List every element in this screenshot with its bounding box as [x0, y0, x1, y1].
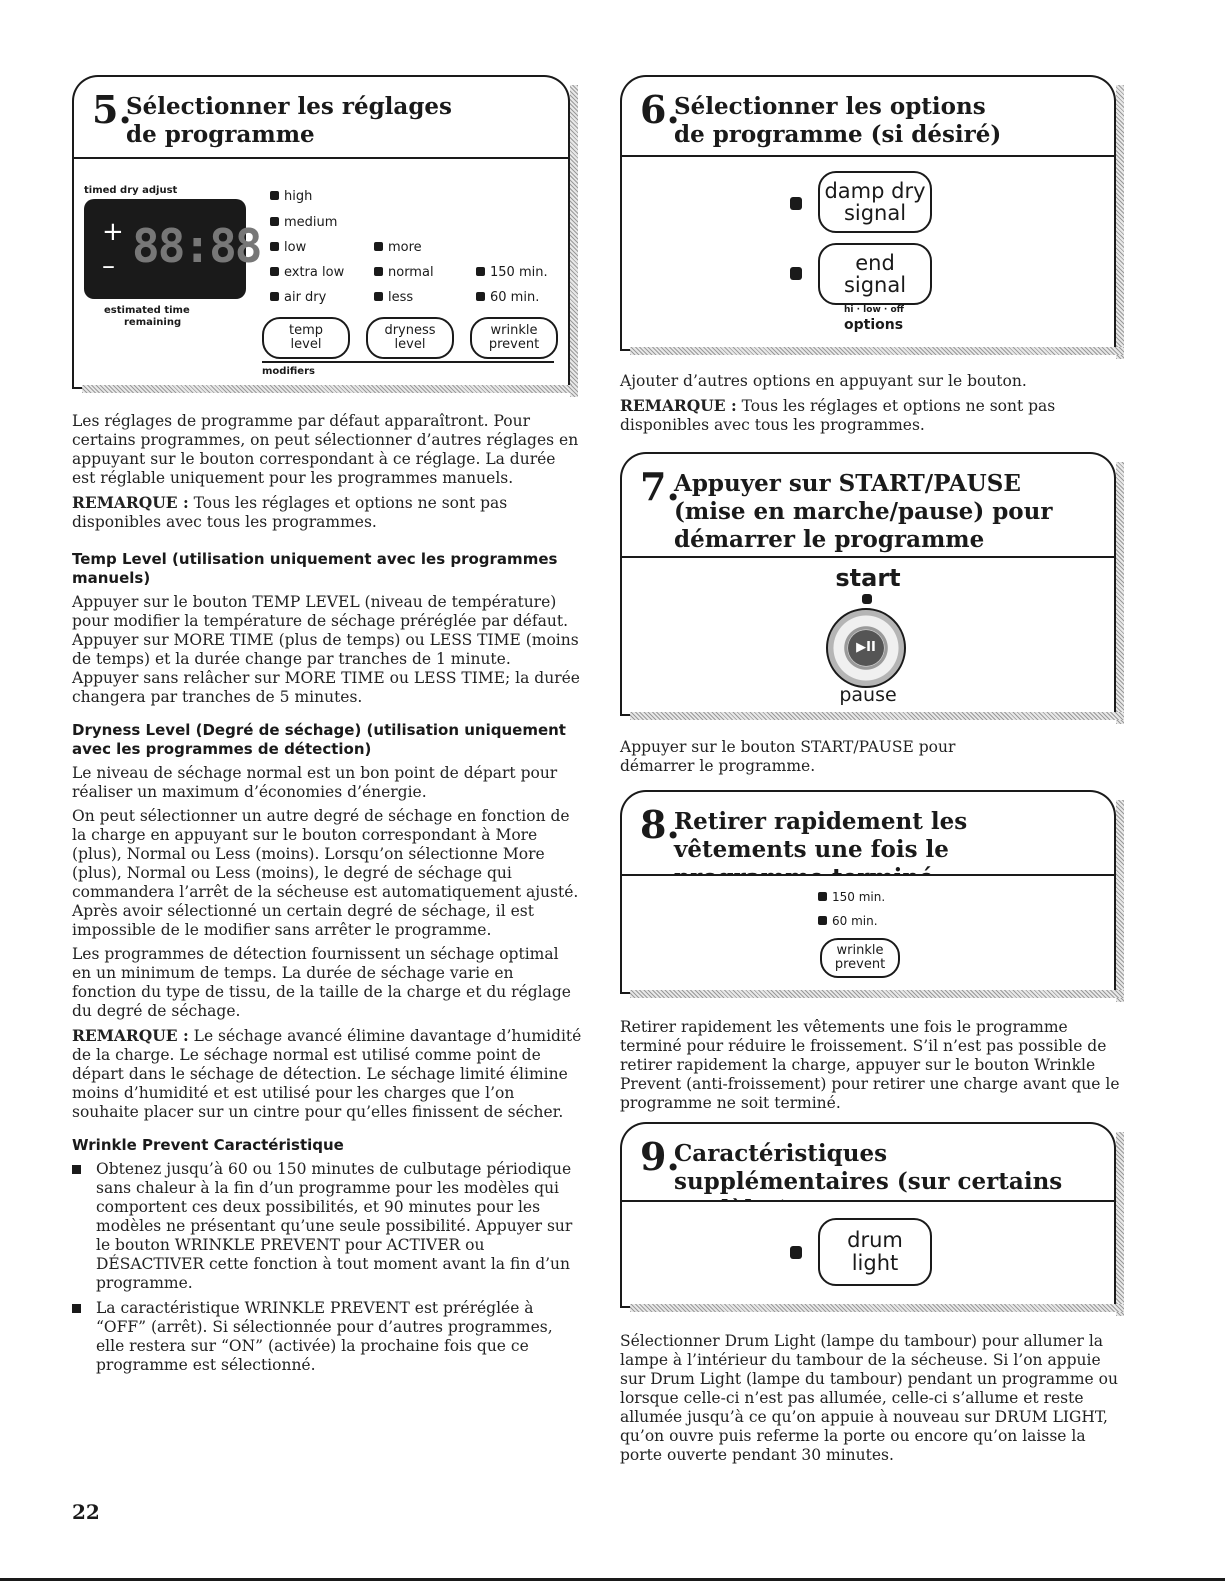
paragraph: Ajouter d’autres options en appuyant sur le bouton. [620, 372, 1027, 390]
dryness-option: less [374, 290, 413, 305]
temp-level-heading: Temp Level (utilisation uniquement avec les programmes manuels) [72, 550, 558, 587]
step-number: 9. [640, 1134, 680, 1179]
wrinkle-prevent-heading: Wrinkle Prevent Caractéristique [72, 1136, 344, 1154]
modifiers-rule [262, 361, 554, 363]
page-number: 22 [72, 1500, 100, 1524]
step-9-header [620, 1122, 1116, 1202]
dryness-level-heading: Dryness Level (Degré de séchage) (utilisation uniquement avec les programmes de détection) [72, 721, 566, 758]
plus-button[interactable]: + [102, 217, 124, 247]
bullet-list [72, 1160, 582, 1375]
time-digits: 88:88 [132, 219, 261, 273]
step-5-box [72, 75, 570, 393]
step-number: 8. [640, 802, 680, 847]
box-shadow [1116, 85, 1124, 359]
wrinkle-option: 60 min. [818, 914, 878, 928]
paragraph: Le niveau de séchage normal est un bon point de départ pour réaliser un maximum d’économies d’énergie. [72, 764, 558, 801]
paragraph: Les programmes de détection fournissent un séchage optimal en un minimum de temps. La durée de séchage varie en fonction du type de tissu, de la taille de la charge et du réglage du degré de séchage. [72, 945, 571, 1020]
modifiers-label: modifiers [262, 366, 315, 377]
start-pause-button[interactable] [826, 608, 906, 688]
temp-level-button[interactable]: temp level [262, 317, 350, 359]
step-8-box [620, 790, 1116, 998]
indicator-light [862, 594, 872, 604]
box-shadow [1116, 800, 1124, 1002]
dryness-option: more [374, 240, 422, 255]
note: REMARQUE : Tous les réglages et options ne sont pas disponibles avec tous les programmes. [620, 396, 1056, 434]
step-title: Caractéristiques supplémentaires (sur certains [674, 1140, 1063, 1195]
drum-light-button[interactable]: drum light [818, 1218, 932, 1286]
paragraph: On peut sélectionner un autre degré de séchage en fonction de la charge en appuyant sur le bouton correspondant à More (plus), Normal ou Less (moins). Lorsqu’on sélectionne More (plus), Normal ou Less (moins), le degré de séchage qui commandera l’arrêt de la sécheuse est automatiquement ajusté. Après avoir sélectionné un certain degré de séchage, il est impossible de le modifier sans arrêter le programme. [72, 807, 579, 939]
paragraph: Sélectionner Drum Light (lampe du tambour) pour allumer la lampe à l’intérieur du tambour de la sécheuse. Si l’on appuie sur Drum Light (lampe du tambour) pendant un programme ou lorsque celle-ci n’est pas allumée, celle-ci s’allume et reste allumée jusqu’à ce qu’on appuie à nouveau sur DRUM LIGHT, qu’on ouvre puis referme la porte ou encore qu’on laisse la porte ouverte pendant 30 minutes. [620, 1332, 1118, 1464]
start-pause-panel [620, 556, 1116, 716]
time-display [84, 199, 261, 299]
box-shadow [1116, 462, 1124, 724]
control-panel-illustration [72, 157, 570, 389]
minus-button[interactable]: – [102, 251, 115, 281]
options-panel [620, 155, 1116, 351]
display-bottom-label-1: estimated time [104, 305, 190, 316]
play-pause-icon: ▶II [848, 630, 884, 666]
paragraph: Appuyer sur le bouton TEMP LEVEL (niveau de température) pour modifier la température de séchage préréglée par défaut. Appuyer sur MORE TIME (plus de temps) ou LESS TIME (moins de temps) et la durée change par tranches de 1 minute. Appuyer sans relâcher sur MORE TIME ou LESS TIME; la durée changera par tranches de 5 minutes. [72, 593, 580, 706]
wrinkle-prevent-button[interactable]: wrinkle prevent [820, 938, 900, 978]
wrinkle-option: 150 min. [476, 265, 548, 280]
end-signal-button[interactable]: end signal [818, 243, 932, 305]
list-item: La caractéristique WRINKLE PREVENT est préréglée à “OFF” (arrêt). Si sélectionnée pour d’autres programmes, elle restera sur “ON” (activée) la prochaine fois que ce programme est sélectionné. [72, 1299, 582, 1375]
temp-option: medium [270, 215, 337, 230]
step-title: Sélectionner les réglages de programme [126, 93, 452, 148]
drum-light-panel [620, 1200, 1116, 1308]
options-label: options [844, 317, 904, 333]
hi-low-off-label: hi · low · off [844, 305, 904, 315]
step-6-header [620, 75, 1116, 157]
step-7-box [620, 452, 1116, 720]
paragraph: Appuyer sur le bouton START/PAUSE pour démarrer le programme. [620, 738, 956, 775]
step-title: Sélectionner les options de programme (si désiré) [674, 93, 1002, 148]
box-shadow [630, 347, 1124, 355]
wrinkle-option: 60 min. [476, 290, 539, 305]
box-shadow [630, 1304, 1124, 1312]
box-shadow [570, 85, 578, 397]
step-9-box [620, 1122, 1116, 1312]
step-5-text [72, 412, 582, 1381]
note: REMARQUE : Le séchage avancé élimine davantage d’humidité de la charge. Le séchage normal est utilisé comme point de départ dans le séchage de détection. Le séchage limité élimine moins d’humidité et est utilisé pour les charges que l’on souhaite placer sur un cintre pour qu’elles finissent de sécher. [72, 1026, 582, 1121]
box-shadow [1116, 1132, 1124, 1316]
dryness-level-button[interactable]: dryness level [366, 317, 454, 359]
pause-label: pause [839, 684, 897, 706]
bottom-rule [0, 1578, 1225, 1581]
step-7-header [620, 452, 1116, 558]
step-title: Appuyer sur START/PAUSE (mise en marche/pause) pour démarrer le programme [674, 470, 1053, 553]
list-item: Obtenez jusqu’à 60 ou 150 minutes de culbutage périodique sans chaleur à la fin d’un programme pour les modèles qui comportent ces deux possibilités, et 90 minutes pour les modèles ne présentant qu’une seule possibilité. Appuyer sur le bouton WRINKLE PREVENT pour ACTIVER ou DÉSACTIVER cette fonction à tout moment avant la fin d’un programme. [72, 1160, 582, 1293]
step-8-text [620, 1018, 1128, 1118]
step-6-box [620, 75, 1116, 355]
temp-option: high [270, 189, 312, 204]
indicator-light [790, 1246, 802, 1259]
temp-option: low [270, 240, 306, 255]
box-shadow [82, 385, 578, 393]
step-8-header [620, 790, 1116, 876]
step-5-header [72, 75, 570, 159]
step-7-text [620, 738, 1128, 781]
indicator-light [790, 197, 802, 210]
paragraph: Retirer rapidement les vêtements une fois le programme terminé pour réduire le froissement. S’il n’est pas possible de retirer rapidement la charge, appuyer sur le bouton Wrinkle Prevent (anti-froissement) pour retirer une charge avant que le programme ne soit terminé. [620, 1018, 1120, 1112]
display-bottom-label-2: remaining [124, 317, 182, 328]
display-top-label: timed dry adjust [84, 185, 178, 196]
paragraph: Les réglages de programme par défaut apparaîtront. Pour certains programmes, on peut sélectionner d’autres réglages en appuyant sur le bouton correspondant à ce réglage. La durée est réglable uniquement pour les programmes manuels. [72, 412, 579, 487]
temp-option: air dry [270, 290, 326, 305]
wrinkle-option: 150 min. [818, 890, 885, 904]
wrinkle-prevent-button[interactable]: wrinkle prevent [470, 317, 558, 359]
step-title: Retirer rapidement les vêtements une fois le [674, 808, 968, 863]
damp-dry-signal-button[interactable]: damp dry signal [818, 171, 932, 233]
start-label: start [835, 564, 901, 592]
box-shadow [630, 712, 1124, 720]
dryness-option: normal [374, 265, 434, 280]
wrinkle-panel [620, 874, 1116, 994]
note: REMARQUE : Tous les réglages et options ne sont pas disponibles avec tous les programmes. [72, 493, 508, 531]
temp-option: extra low [270, 265, 344, 280]
step-9-text [620, 1332, 1128, 1470]
step-number: 5. [92, 87, 132, 132]
indicator-light [790, 267, 802, 280]
step-number: 6. [640, 87, 680, 132]
step-6-text [620, 372, 1128, 440]
box-shadow [630, 990, 1124, 998]
step-number: 7. [640, 464, 680, 509]
